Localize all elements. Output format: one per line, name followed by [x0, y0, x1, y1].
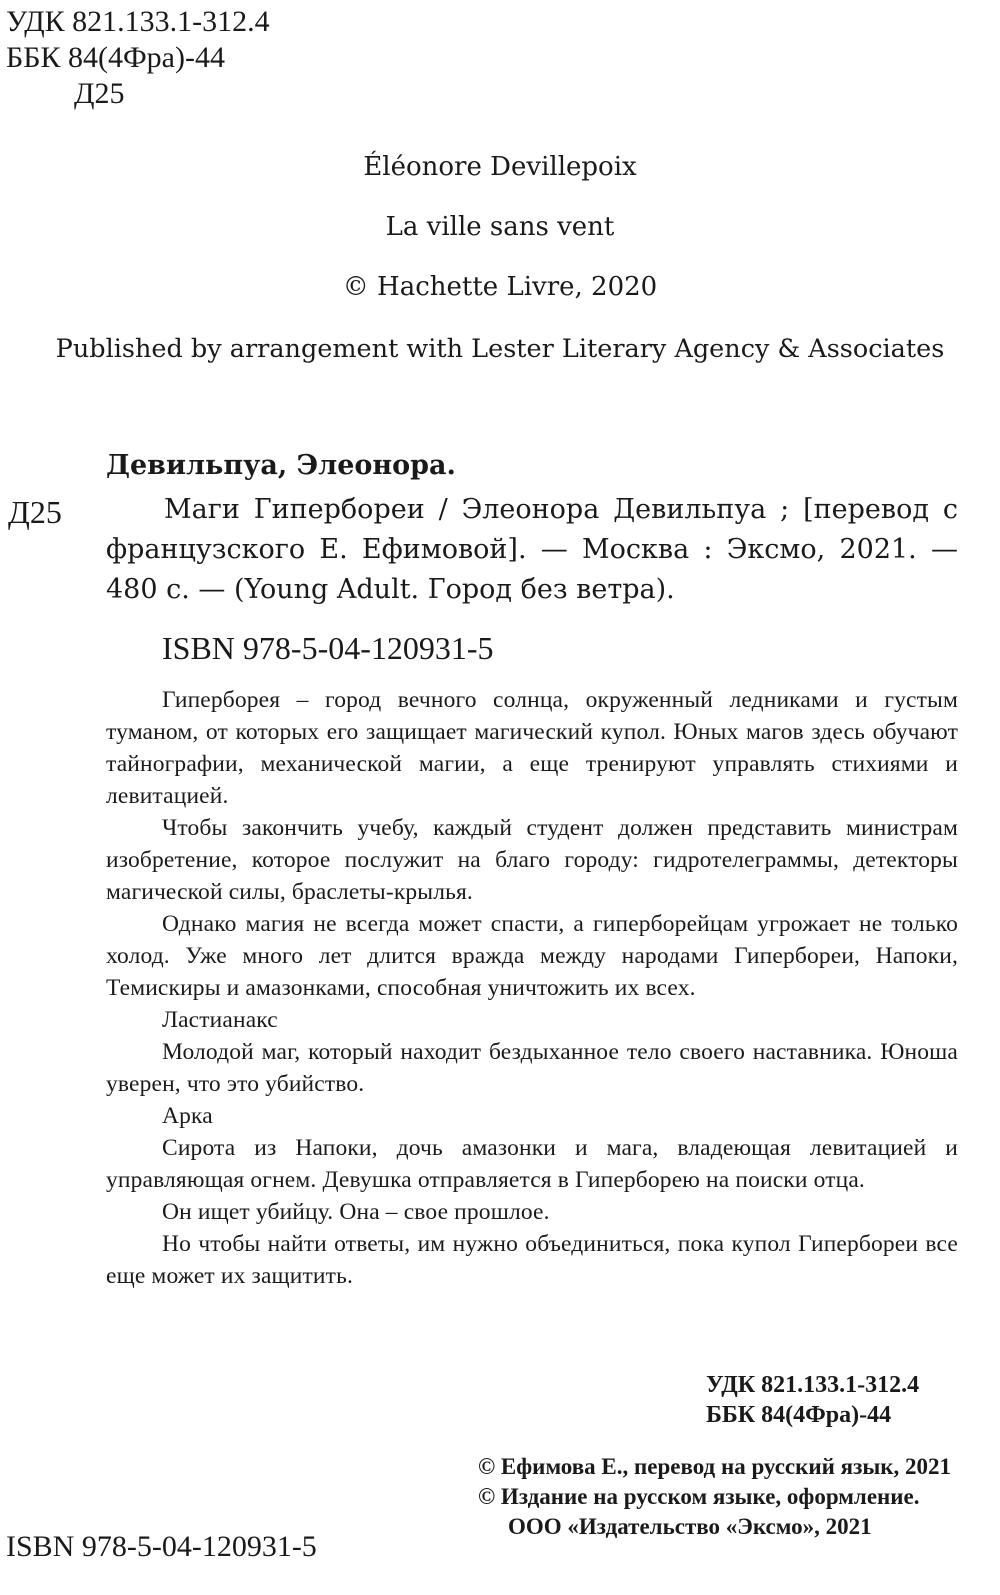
- bottom-isbn: ISBN 978-5-04-120931-5: [6, 1530, 317, 1563]
- annotation-paragraph: Гиперборея – город вечного солнца, окруженный ледниками и густым туманом, от которых его защищает магический купол. Юных магов здесь обучают тайнографии, механической магии, а еще тренируют управлять стихиями и левитацией.: [106, 687, 958, 809]
- arrangement-note: Published by arrangement with Lester Literary Agency & Associates: [55, 334, 945, 364]
- original-copyright: © Hachette Livre, 2020: [342, 272, 658, 302]
- annotation-paragraph: Однако магия не всегда может спасти, а гиперборейцам угрожает не только холод. Уже много лет длится вражда между народами Гипербореи, Напоки, Темискиры и амазонками, способная уничтожить их всех.: [106, 911, 958, 1001]
- edition-copyright: © Издание на русском языке, оформление. ООО «Издательство «Эксмо», 2021: [478, 1484, 920, 1539]
- original-title: La ville sans vent: [385, 212, 615, 242]
- original-author: Éléonore Devillepoix: [363, 152, 637, 182]
- biblio-isbn: ISBN 978-5-04-120931-5: [162, 630, 494, 666]
- annotation-paragraph: Он ищет убийцу. Она – свое прошлое.: [162, 1199, 550, 1225]
- annotation-paragraph: Чтобы закончить учебу, каждый студент должен представить министрам изобретение, которое послужит на благо городу: гидротелеграммы, детекторы магической силы, браслеты-крылья.: [106, 815, 958, 905]
- annotation-paragraph: Молодой маг, который находит бездыханное тело своего наставника. Юноша уверен, что это убийство.: [106, 1039, 958, 1097]
- annotation-paragraph: Сирота из Напоки, дочь амазонки и мага, владеющая левитацией и управляющая огнем. Девушка отправляется в Гиперборею на поиски отца.: [106, 1135, 958, 1193]
- translation-copyright: © Ефимова Е., перевод на русский язык, 2021: [478, 1454, 952, 1479]
- biblio-author-mark: Д25: [8, 494, 62, 530]
- character-name: Ластианакс: [162, 1007, 278, 1033]
- top-author-mark: Д25: [74, 77, 125, 110]
- biblio-line-3: 480 с. — (Young Adult. Город без ветра).: [106, 574, 675, 605]
- bottom-bbk: ББК 84(4Фра)-44: [706, 1402, 892, 1428]
- biblio-description: [106, 490, 958, 610]
- top-bbk: ББК 84(4Фра)-44: [6, 41, 225, 74]
- bottom-udk: УДК 821.133.1-312.4: [706, 1372, 920, 1398]
- annotation-paragraph: Но чтобы найти ответы, им нужно объединиться, пока купол Гипербореи все еще может их защитить.: [106, 1231, 958, 1289]
- copyright-notices: [478, 1452, 958, 1542]
- biblio-line-2: французского Е. Ефимовой]. — Москва : Эксмо, 2021. —: [106, 534, 958, 565]
- character-name: Арка: [162, 1103, 213, 1129]
- biblio-author-heading: Девильпуа, Элеонора.: [106, 450, 456, 481]
- annotation: [106, 684, 958, 1292]
- biblio-line-1: Маги Гипербореи / Элеонора Девильпуа ; [перевод с: [164, 494, 958, 525]
- top-udk: УДК 821.133.1-312.4: [6, 5, 270, 38]
